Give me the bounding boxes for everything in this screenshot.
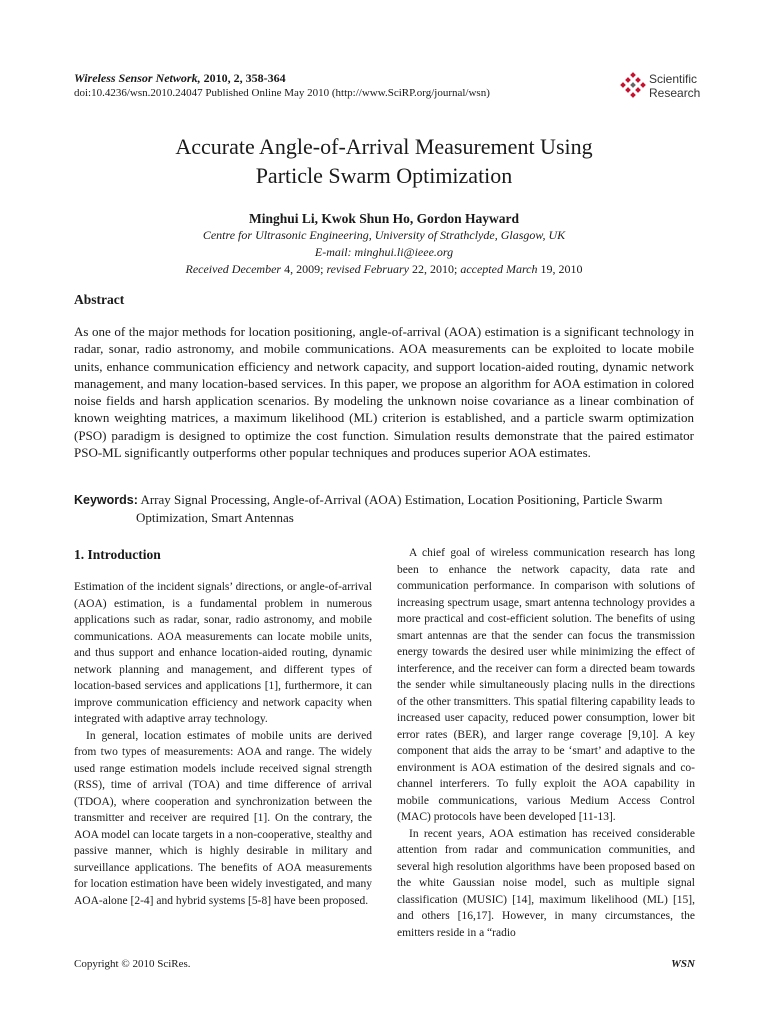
- footer-copyright: Copyright © 2010 SciRes.: [74, 958, 191, 970]
- received-label: Received December: [185, 262, 282, 276]
- doi-line: doi:10.4236/wsn.2010.24047 Published Online May 2010 (http://www.SciRP.org/journal/wsn): [74, 87, 490, 99]
- keywords: [74, 491, 694, 526]
- right-paragraph-1: A chief goal of wireless communication research has long been to enhance the network capacity, data rate and communication performance. In comparison with solutions of increasing spectrum usage, smart antenna technology provides a more practical and cost-efficient solution. The benefits of using smart antennas are that the sender can focus the transmission energy towards the desired user while minimizing the effect of interference, and the receiver can form a directed beam towards the sender while simultaneously placing nulls in the directions of the other transmitters. This spatial filtering capability leads to increased user capacity, reduced power consumption, lower bit error rates (BER), and larger range coverage [9,10]. A key component that aids the array to be ‘smart’ and adaptive to the environment is AOA estimation of the desired signals and co-channel interferers. To fully exploit the AOA capability in mobile communications, various Medium Access Control (MAC) protocols have been developed [11-13].: [397, 547, 695, 823]
- journal-volume: 2010, 2, 358-364: [203, 71, 286, 85]
- section-heading-introduction: 1. Introduction: [74, 547, 161, 562]
- logo-text: [649, 72, 700, 100]
- email-line: [60, 245, 708, 260]
- received-date: 4, 2009;: [281, 262, 327, 276]
- left-column: [74, 579, 372, 909]
- right-paragraph-2: In recent years, AOA estimation has received considerable attention from radar and communication communities, and several high resolution algorithms have been proposed based on the white Gaussian noise model, such as multiple signal classification (MUSIC) [14], maximum likelihood (ML) [15], and others [16,17]. However, in many circumstances, the emitters reside in a “radio: [397, 827, 695, 939]
- right-column: [397, 545, 695, 941]
- authors: Minghui Li, Kwok Shun Ho, Gordon Hayward: [248, 211, 520, 226]
- accepted-date: 19, 2010: [537, 262, 583, 276]
- journal-citation: [74, 71, 286, 86]
- revised-label: revised February: [326, 262, 409, 276]
- left-paragraph-1: Estimation of the incident signals’ directions, or angle-of-arrival (AOA) estimation, is a fundamental problem in numerous applications such as radar, sonar, radio astronomy, and mobile communications. AOA measurements can locate mobile units, and thus support and enhance location-aided routing, dynamic network planning and management, and different types of location-based services and applications [1], furthermore, it can improve communication efficiency and network capacity when integrated with adaptive array technology.: [74, 581, 372, 725]
- scientific-research-logo-icon: [620, 72, 646, 98]
- abstract-heading: Abstract: [74, 292, 125, 307]
- left-paragraph-2: In general, location estimates of mobile units are derived from two types of measurements: AOA and range. The widely used range estimation models include received signal strength (RSS), time of arrival (TOA) and time difference of arrival (TDOA), where cooperation and synchronization between the transmitter and receiver are required [1]. On the contrary, the AOA model can locate targets in a non-cooperative, stealthy and passive manner, which is highly desirable in military and surveillance applications. The benefits of AOA measurements for location estimation have been widely investigated, and many AOA-alone [2-4] and hybrid systems [5-8] have been proposed.: [74, 729, 372, 907]
- logo-line-1: Scientific: [649, 72, 698, 86]
- affiliation: Centre for Ultrasonic Engineering, University of Strathclyde, Glasgow, UK: [202, 228, 566, 242]
- keywords-label: Keywords:: [74, 493, 138, 507]
- received-dates: [60, 262, 708, 277]
- keywords-line-2: Optimization, Smart Antennas: [136, 510, 294, 525]
- abstract-text: As one of the major methods for location positioning, angle-of-arrival (AOA) estimation is a significant technology in radar, sonar, radio astronomy, and mobile communications. AOA measurements can be exploited to locate mobile units, enhance communication efficiency and network capacity, and support location-aided routing, dynamic network management, and many location-based services. In this paper, we propose an algorithm for AOA estimation in colored noise fields and harsh application scenarios. By modeling the unknown noise covariance as a linear combination of known weighting matrices, a maximum likelihood (ML) criterion is established, and a particle swarm optimization (PSO) paradigm is designed to optimize the cost function. Simulation results demonstrate that the paired estimator PSO-ML significantly outperforms other popular techniques and produces superior AOA estimates.: [74, 324, 694, 461]
- accepted-label: accepted March: [460, 262, 538, 276]
- email-value: : minghui.li@ieee.org: [347, 245, 454, 259]
- keywords-line-1: Array Signal Processing, Angle-of-Arrival (AOA) Estimation, Location Positioning, Particle Swarm: [137, 492, 663, 507]
- email-label: E-mail: [314, 245, 348, 259]
- publisher-logo: [620, 70, 700, 102]
- footer-journal: WSN: [671, 958, 695, 970]
- revised-date: 22, 2010;: [408, 262, 461, 276]
- title-line-2: Particle Swarm Optimization: [255, 163, 513, 188]
- logo-line-2: Research: [649, 86, 701, 100]
- paper-title: [60, 132, 708, 190]
- title-line-1: Accurate Angle-of-Arrival Measurement Using: [175, 134, 593, 159]
- journal-name: Wireless Sensor Network,: [74, 71, 201, 85]
